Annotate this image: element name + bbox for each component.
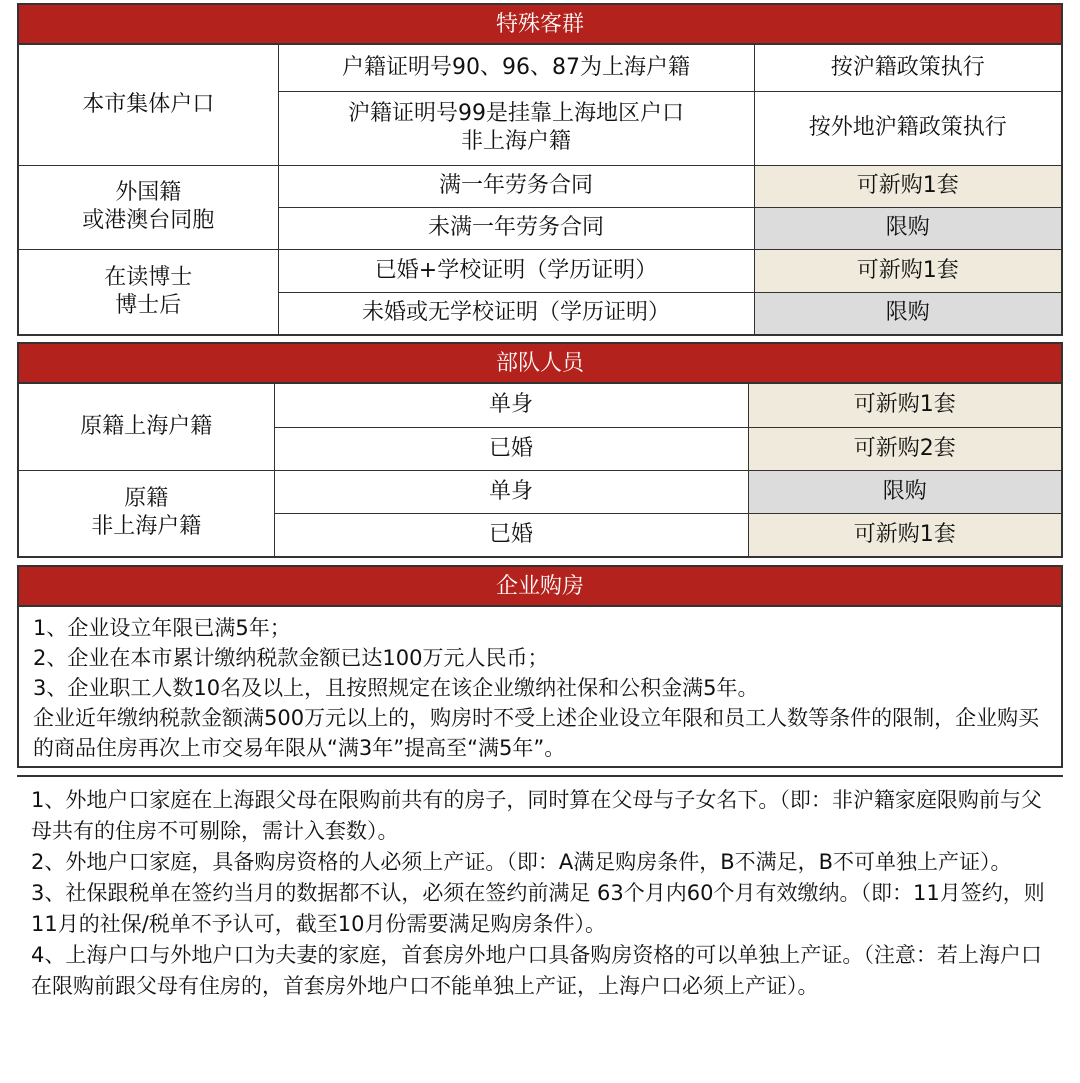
result-cell: 限购	[754, 207, 1061, 249]
military-table	[19, 384, 1061, 557]
result-cell: 按沪籍政策执行	[754, 45, 1061, 91]
footnote-item: 3、社保跟税单在签约当月的数据都不认，必须在签约前满足 63个月内60个月有效缴纳。（即：11月签约，则11月的社保/税单不予认可，截至10月份需要满足购房条件）。	[31, 881, 1045, 936]
military-header: 部队人员	[19, 344, 1061, 384]
result-cell: 可新购1套	[754, 249, 1061, 292]
military-section	[17, 342, 1063, 558]
condition-cell: 未婚或无学校证明（学历证明）	[278, 292, 754, 334]
condition-cell: 已婚+学校证明（学历证明）	[278, 249, 754, 292]
result-cell: 可新购1套	[748, 513, 1061, 556]
enterprise-section	[17, 565, 1063, 768]
condition-cell: 户籍证明号90、96、87为上海户籍	[278, 45, 754, 91]
condition-cell: 已婚	[274, 513, 748, 556]
enterprise-header: 企业购房	[19, 567, 1061, 607]
result-cell: 限购	[748, 470, 1061, 513]
enterprise-line: 企业近年缴纳税款金额满500万元以上的，购房时不受上述企业设立年限和员工人数等条件的限制，企业购买的商品住房再次上市交易年限从“满3年”提高至“满5年”。	[33, 706, 1040, 760]
enterprise-line: 3、企业职工人数10名及以上，且按照规定在该企业缴纳社保和公积金满5年。	[33, 676, 759, 700]
group-cell: 本市集体户口	[19, 45, 278, 165]
condition-cell: 已婚	[274, 427, 748, 470]
enterprise-line: 2、企业在本市累计缴纳税款金额已达100万元人民币；	[33, 646, 549, 670]
footnotes	[17, 775, 1063, 1002]
result-cell: 可新购1套	[748, 384, 1061, 427]
condition-cell: 单身	[274, 384, 748, 427]
result-cell: 可新购1套	[754, 165, 1061, 207]
special-groups-section	[17, 3, 1063, 336]
footnote-item: 4、上海户口与外地户口为夫妻的家庭，首套房外地户口具备购房资格的可以单独上产证。（注意：若上海户口在限购前跟父母有住房的，首套房外地户口不能单独上产证，上海户口必须上产证）。	[31, 943, 1042, 998]
group-cell: 外国籍 或港澳台同胞	[19, 165, 278, 249]
condition-cell: 沪籍证明号99是挂靠上海地区户口 非上海户籍	[278, 91, 754, 165]
result-cell: 限购	[754, 292, 1061, 334]
group-cell: 原籍上海户籍	[19, 384, 274, 470]
special-groups-table	[19, 45, 1061, 335]
result-cell: 按外地沪籍政策执行	[754, 91, 1061, 165]
condition-cell: 满一年劳务合同	[278, 165, 754, 207]
group-cell: 在读博士 博士后	[19, 249, 278, 334]
footnote-item: 1、外地户口家庭在上海跟父母在限购前共有的房子，同时算在父母与子女名下。（即：非沪籍家庭限购前与父母共有的住房不可剔除，需计入套数）。	[31, 788, 1042, 843]
special-groups-header: 特殊客群	[19, 5, 1061, 45]
group-cell: 原籍 非上海户籍	[19, 470, 274, 556]
enterprise-line: 1、企业设立年限已满5年；	[33, 616, 291, 640]
result-cell: 可新购2套	[748, 427, 1061, 470]
footnote-item: 2、外地户口家庭，具备购房资格的人必须上产证。（即：A满足购房条件，B不满足，B不可单独上产证）。	[31, 850, 1012, 874]
condition-cell: 未满一年劳务合同	[278, 207, 754, 249]
enterprise-conditions	[19, 607, 1061, 771]
condition-cell: 单身	[274, 470, 748, 513]
